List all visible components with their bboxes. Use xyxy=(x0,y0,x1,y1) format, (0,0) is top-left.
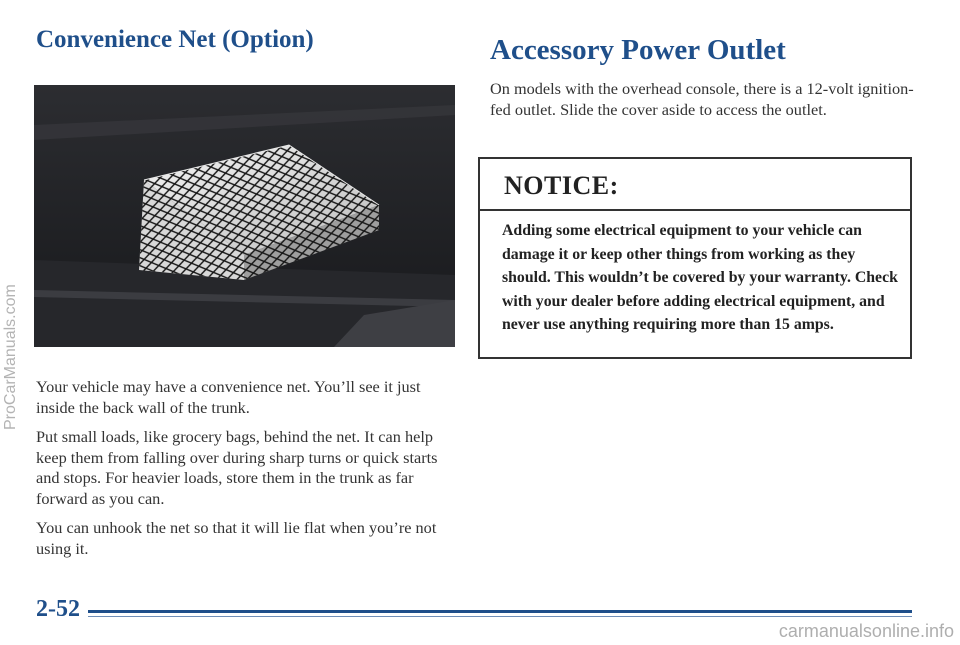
bottom-watermark: carmanualsonline.info xyxy=(778,621,954,641)
notice-box xyxy=(478,157,912,359)
convenience-net-paragraph-2: Put small loads, like grocery bags, behind the net. It can help keep them from falling over during sharp turns or quick starts and stops. For heavier loads, store them in the trunk as far forward as you can. xyxy=(36,427,438,508)
notice-title: NOTICE: xyxy=(504,171,619,200)
trunk-net-photo xyxy=(34,85,455,347)
notice-title-bar xyxy=(480,159,910,211)
convenience-net-paragraph-1: Your vehicle may have a convenience net. You’ll see it just inside the back wall of the trunk. xyxy=(36,377,421,417)
convenience-net-heading: Convenience Net (Option) xyxy=(36,26,314,53)
trunk-net-illustration xyxy=(34,85,455,347)
footer-rule-thin xyxy=(88,616,912,617)
accessory-outlet-heading: Accessory Power Outlet xyxy=(490,34,786,66)
side-watermark: ProCarManuals.com xyxy=(2,284,19,430)
notice-text: Adding some electrical equipment to your vehicle can damage it or keep other things from working as they should. This wouldn’t be covered by your warranty. Check with your dealer before adding electrical equipment, and never use anything requiring more than 15 amps. xyxy=(502,222,898,333)
page-number: 2-52 xyxy=(36,596,80,622)
accessory-outlet-intro: On models with the overhead console, there is a 12-volt ignition-fed outlet. Slide the cover aside to access the outlet. xyxy=(490,79,914,119)
footer-rule xyxy=(88,610,912,613)
convenience-net-paragraph-3: You can unhook the net so that it will lie flat when you’re not using it. xyxy=(36,518,437,558)
